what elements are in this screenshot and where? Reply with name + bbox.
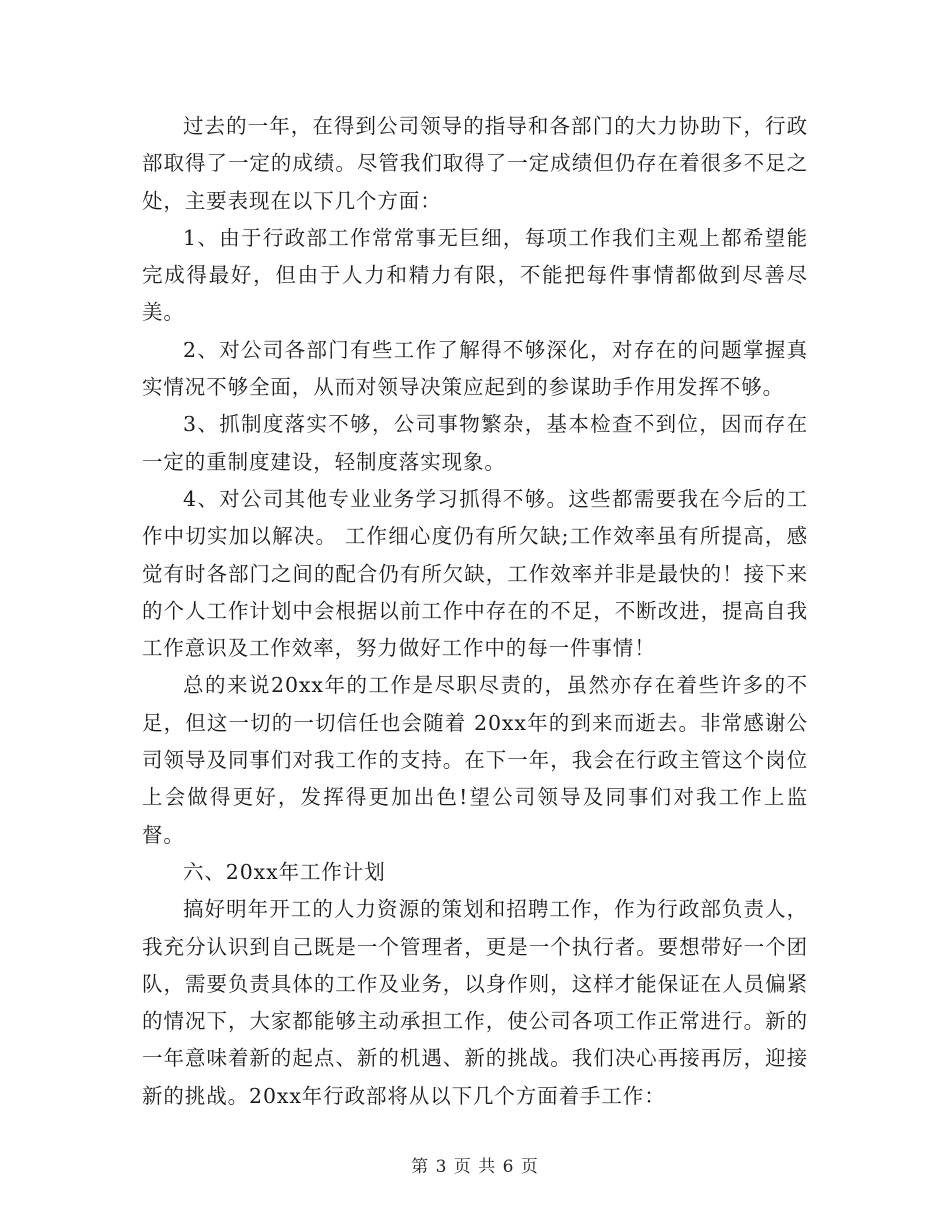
paragraph-summary-intro: 过去的一年，在得到公司领导的指导和各部门的大力协助下，行政部取得了一定的成绩。尽管我们取得了一定成绩但仍存在着很多不足之处，主要表现在以下几个方面： xyxy=(142,114,808,213)
paragraph-point-3: 3、抓制度落实不够，公司事物繁杂，基本检查不到位，因而存在一定的重制度建设，轻制度落实现象。 xyxy=(142,412,808,474)
paragraph-point-4: 4、对公司其他专业业务学习抓得不够。这些都需要我在今后的工作中切实加以解决。 工作细心度仍有所欠缺;工作效率虽有所提高，感觉有时各部门之间的配合仍有所欠缺，工作效率并非是最快的！接下来的个人工作计划中会根据以前工作中存在的不足，不断改进，提高自我工作意识及工作效率，努力做好工作中的每一件事情！ xyxy=(142,486,808,661)
page-number-footer: 第 3 页 共 6 页 xyxy=(411,1157,539,1177)
document-body xyxy=(142,108,808,1115)
paragraph-point-2: 2、对公司各部门有些工作了解得不够深化，对存在的问题掌握真实情况不够全面，从而对领导决策应起到的参谋助手作用发挥不够。 xyxy=(142,337,808,400)
paragraph-point-1: 1、由于行政部工作常常事无巨细，每项工作我们主观上都希望能完成得最好，但由于人力和精力有限，不能把每件事情都做到尽善尽美。 xyxy=(142,225,808,325)
paragraph-conclusion: 总的来说20xx年的工作是尽职尽责的，虽然亦存在着些许多的不足，但这一切的一切信任也会随着 20xx年的到来而逝去。非常感谢公司领导及同事们对我工作的支持。在下一年，我会在行政主管这个岗位上会做得更好，发挥得更加出色!望公司领导及同事们对我工作上监督。 xyxy=(142,673,808,847)
paragraph-work-plan: 搞好明年开工的人力资源的策划和招聘工作，作为行政部负责人，我充分认识到自己既是一个管理者，更是一个执行者。要想带好一个团队，需要负责具体的工作及业务，以身作则，这样才能保证在人员偏紧的情况下，大家都能够主动承担工作，使公司各项工作正常进行。新的一年意味着新的起点、新的机遇、新的挑战。我们决心再接再厉，迎接新的挑战。20xx年行政部将从以下几个方面着手工作： xyxy=(142,897,808,1108)
section-heading-work-plan: 六、20xx年工作计划 xyxy=(183,859,386,884)
